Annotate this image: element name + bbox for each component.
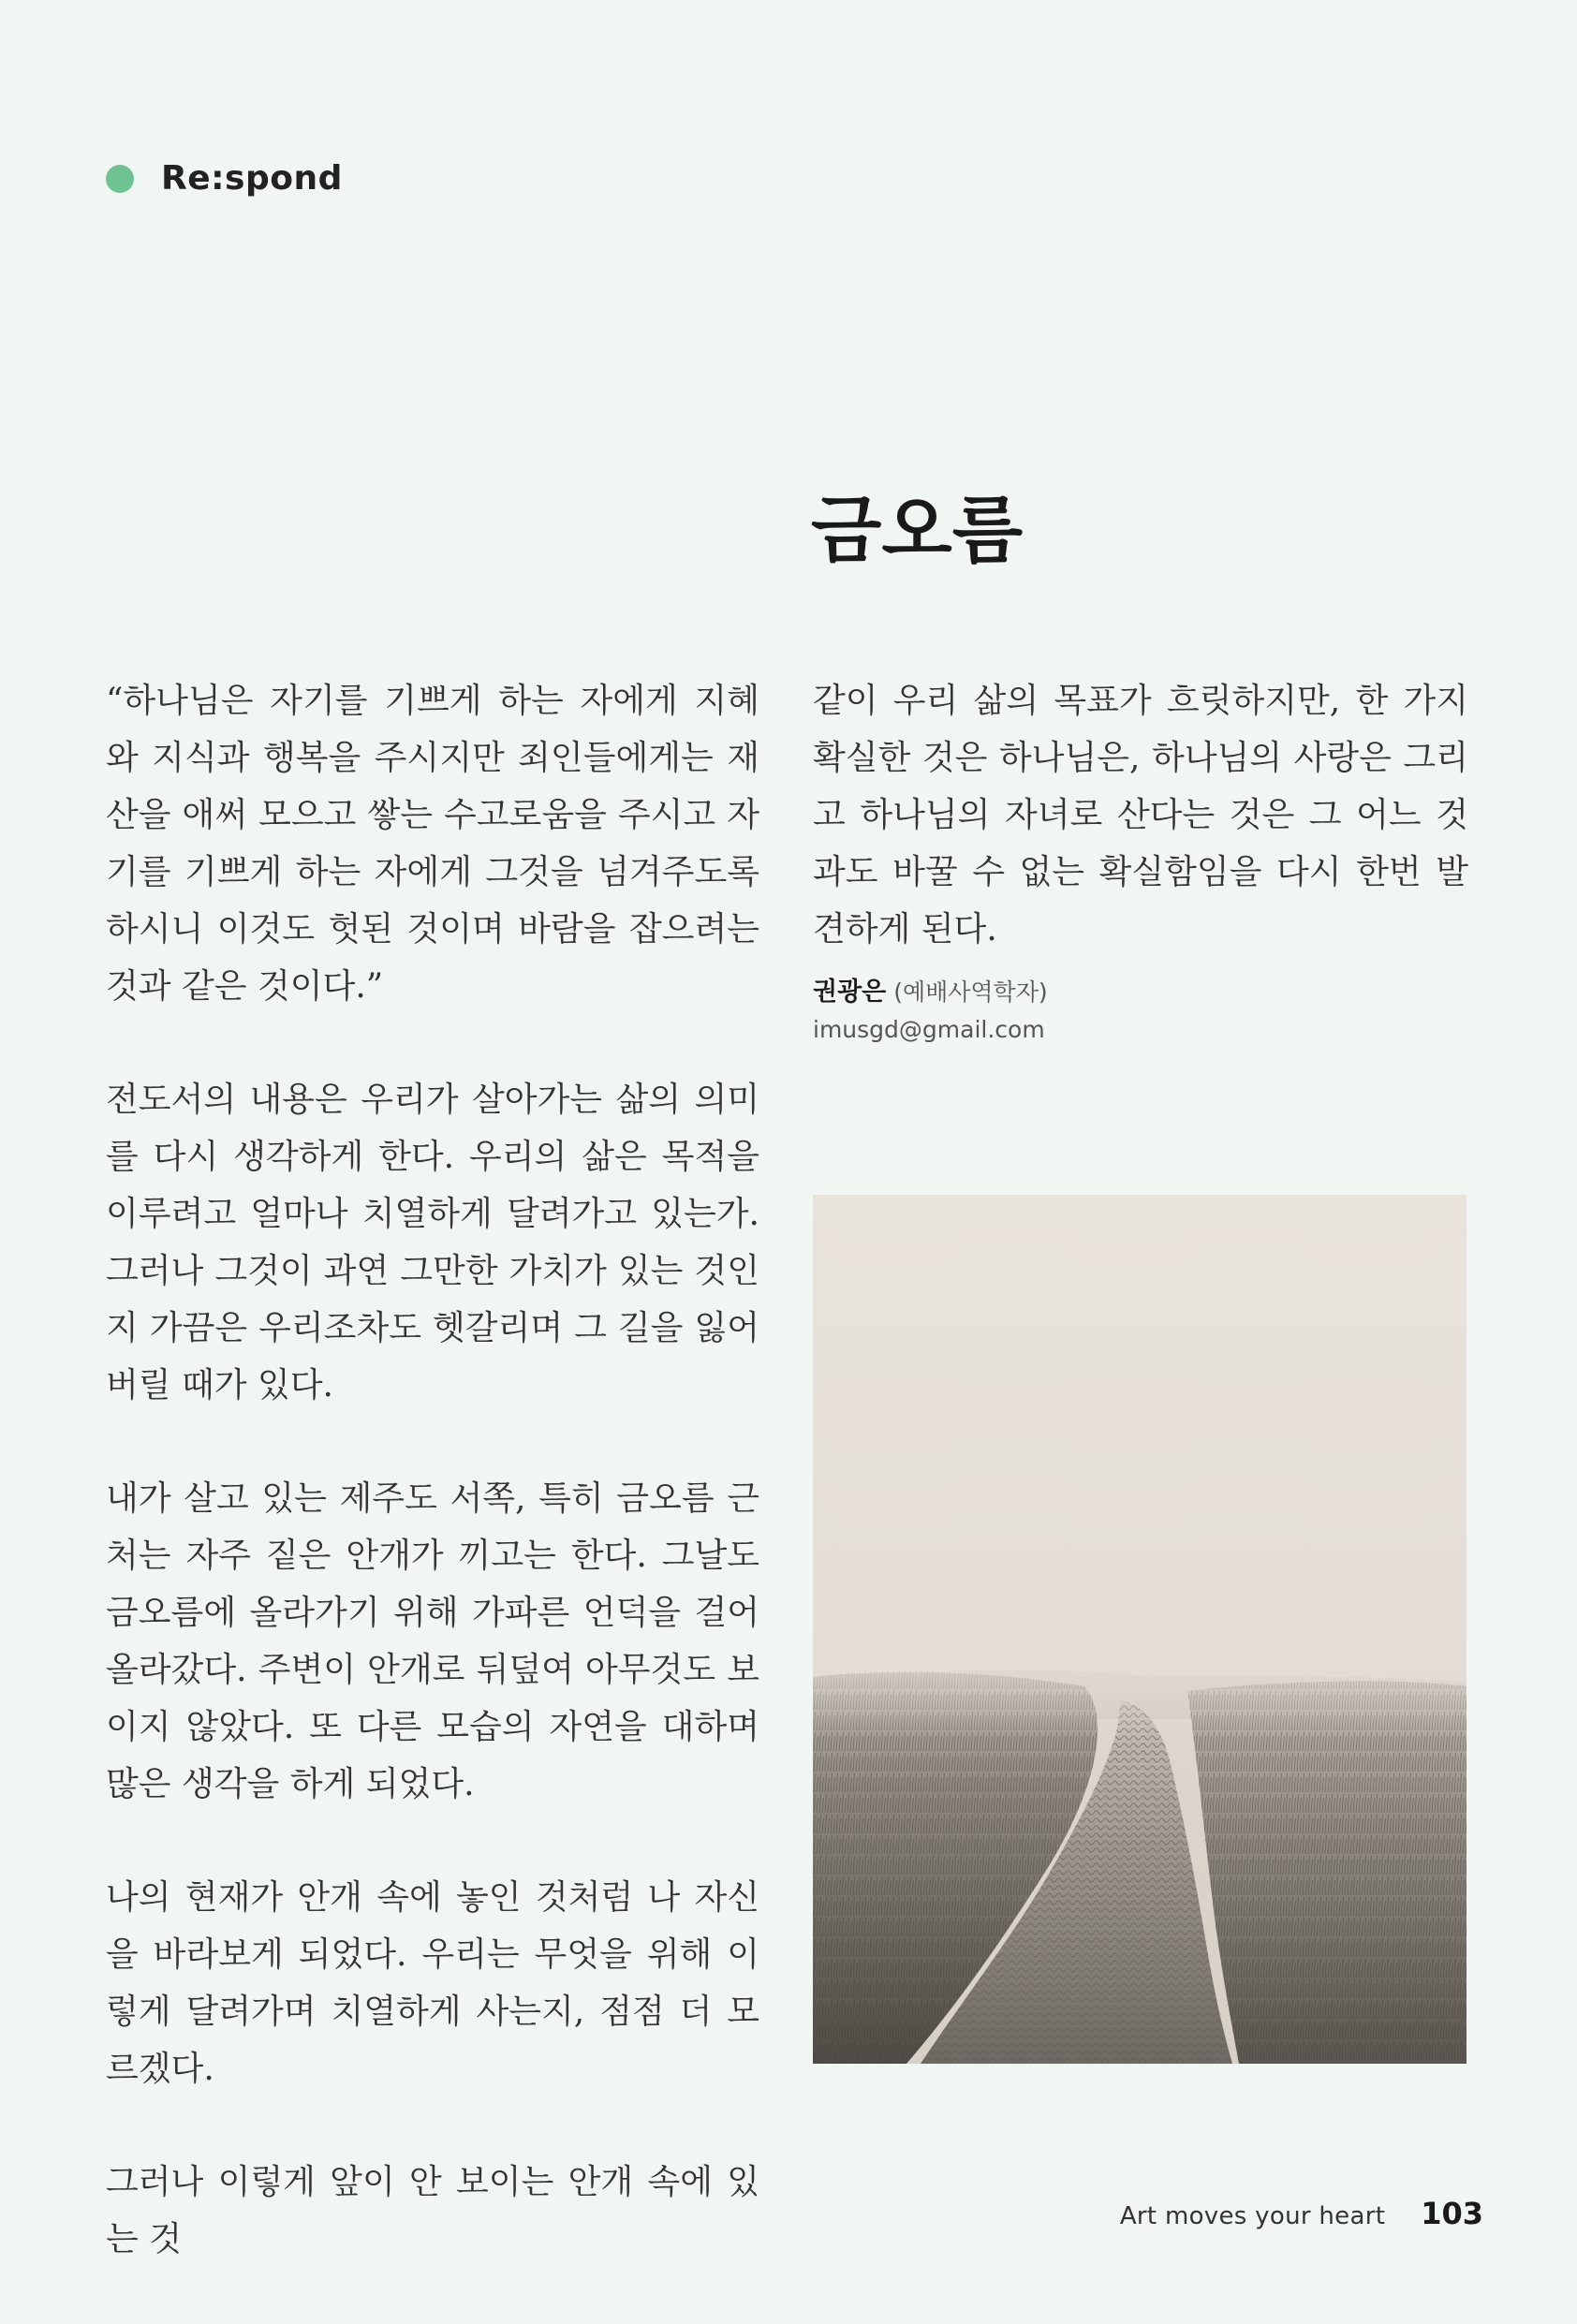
author-email: imusgd@gmail.com <box>813 1016 1045 1043</box>
body-paragraph: 전도서의 내용은 우리가 살아가는 삶의 의미를 다시 생각하게 한다. 우리의 삶은 목적을 이루려고 얼마나 치열하게 달려가고 있는가. 그러나 그것이 과연 그만한 가치가 있는 것인지 가끔은 우리조차도 헷갈리며 그 길을 잃어버릴 때가 있다. <box>106 1081 759 1405</box>
author-role: (예배사역학자) <box>893 978 1048 1006</box>
footer-tagline: Art moves your heart <box>1119 2202 1386 2230</box>
foggy-path-photo <box>813 1195 1466 2064</box>
article-title: 금오름 <box>811 488 1024 573</box>
page-number: 103 <box>1421 2196 1483 2231</box>
section-label: Re:spond <box>161 159 343 198</box>
body-paragraph: 나의 현재가 안개 속에 놓인 것처럼 나 자신을 바라보게 되었다. 우리는 무엇을 위해 이렇게 달려가며 치열하게 사는지, 점점 더 모르겠다. <box>106 1878 759 2088</box>
article-body-left-column <box>106 672 759 2324</box>
author-credit <box>813 974 1048 1049</box>
section-dot-icon <box>106 165 134 193</box>
page-footer <box>1120 2196 1483 2231</box>
body-paragraph: 같이 우리 삶의 목표가 흐릿하지만, 한 가지 확실한 것은 하나님은, 하나님의 사랑은 그리고 하나님의 자녀로 산다는 것은 그 어느 것과도 바꿀 수 없는 확실함임을 다시 한번 발견하게 된다. <box>813 682 1468 949</box>
body-paragraph: 내가 살고 있는 제주도 서쪽, 특히 금오름 근처는 자주 짙은 안개가 끼고는 한다. 그날도 금오름에 올라가기 위해 가파른 언덕을 걸어 올라갔다. 주변이 안개로 뒤덮여 아무것도 보이지 않았다. 또 다른 모습의 자연을 대하며 많은 생각을 하게 되었다. <box>106 1479 759 1803</box>
author-name: 권광은 <box>813 978 887 1007</box>
body-paragraph: “하나님은 자기를 기쁘게 하는 자에게 지혜와 지식과 행복을 주시지만 죄인들에게는 재산을 애써 모으고 쌓는 수고로움을 주시고 자기를 기쁘게 하는 자에게 그것을 넘겨주도록 하시니 이것도 헛된 것이며 바람을 잡으려는 것과 같은 것이다.” <box>106 682 759 1006</box>
section-tag <box>106 159 343 198</box>
article-body-right-column <box>813 672 1468 1014</box>
body-paragraph: 그러나 이렇게 앞이 안 보이는 안개 속에 있는 것 <box>106 2163 759 2258</box>
